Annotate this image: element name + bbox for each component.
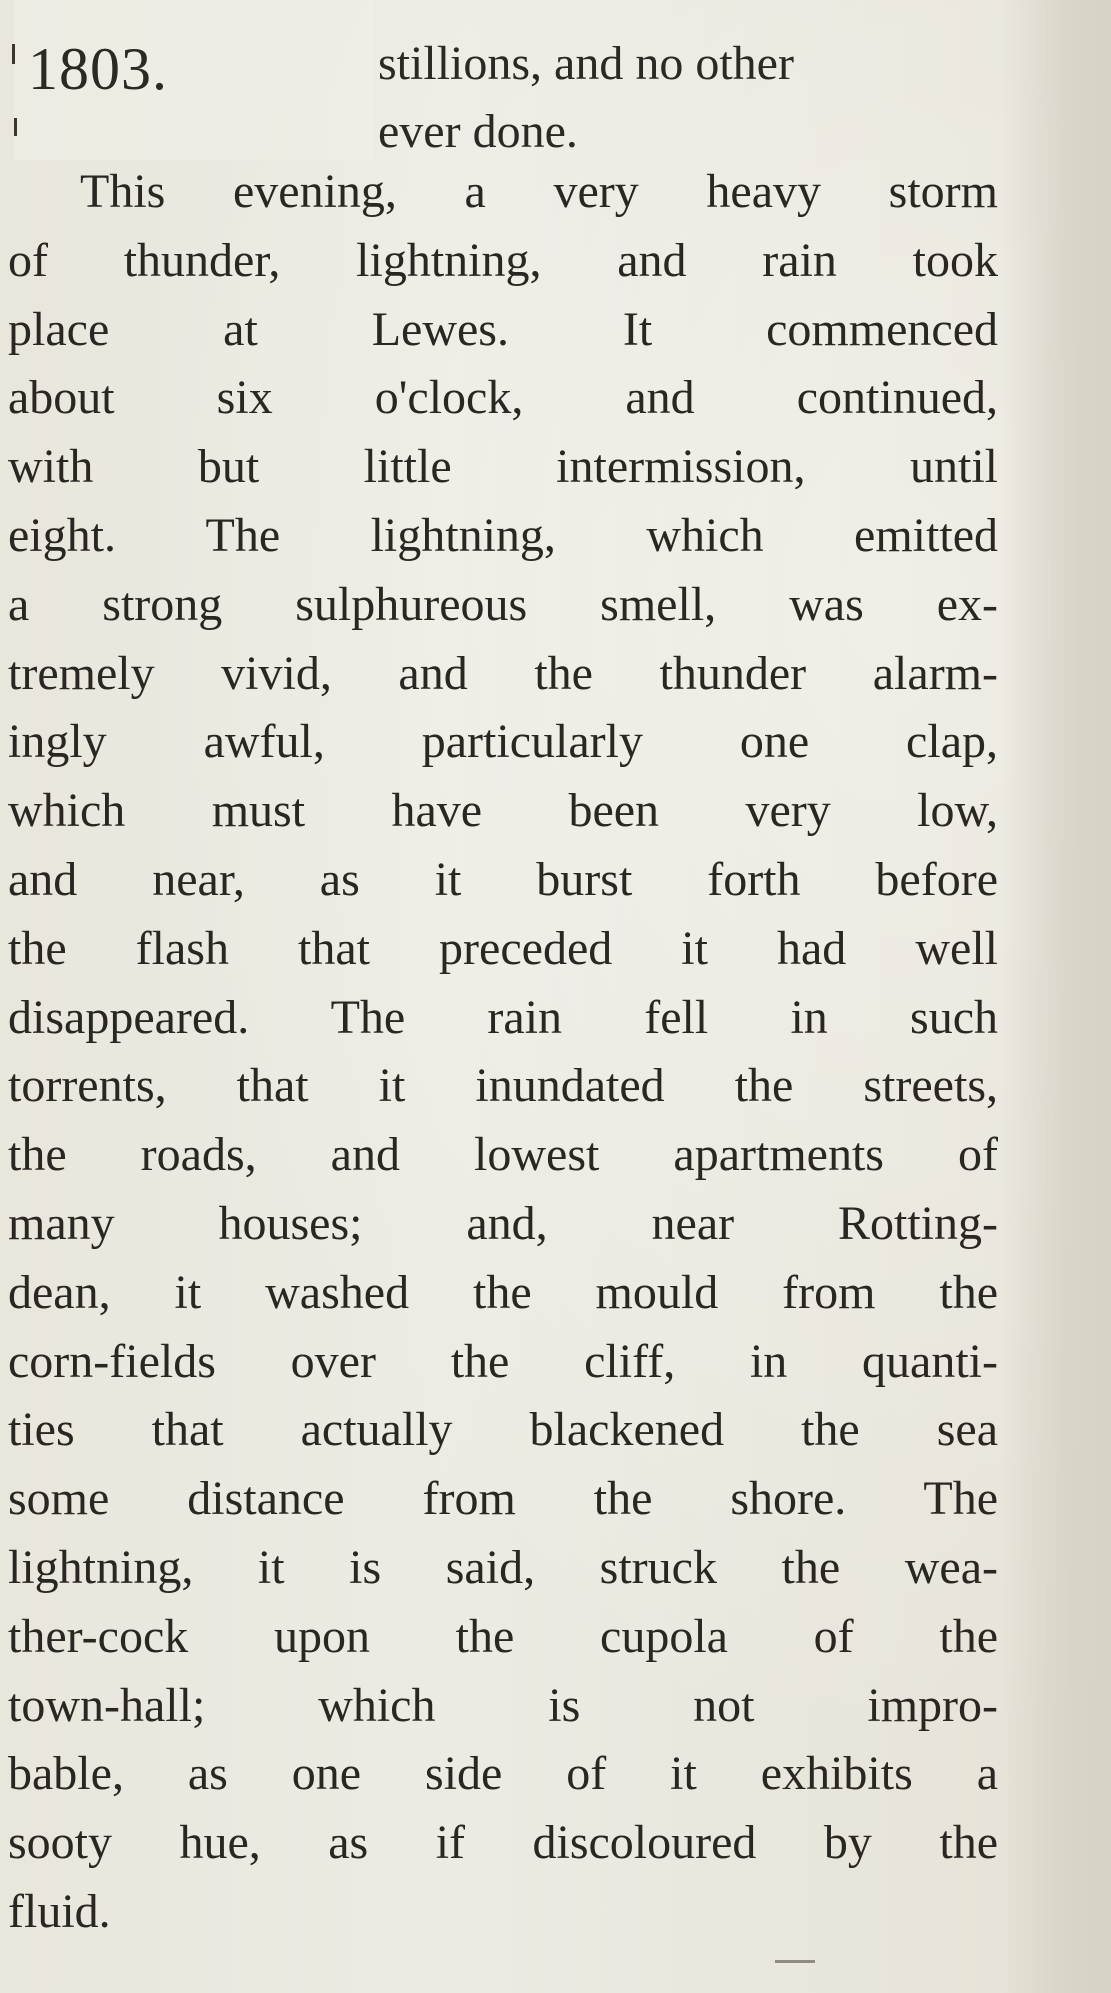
text-line: which must have been very low, — [8, 784, 998, 838]
text-line: many houses; and, near Rotting- — [8, 1196, 998, 1250]
text-line: of thunder, lightning, and rain took — [8, 233, 998, 287]
text-line: dean, it washed the mould from the — [8, 1265, 998, 1319]
footer-rule — [775, 1960, 815, 1963]
carryover-text — [378, 30, 1018, 166]
cropped-previous-line — [375, 0, 1015, 12]
carryover-line: stillions, and no other — [378, 37, 794, 90]
text-line: disappeared. The rain fell in such — [8, 990, 998, 1044]
text-line: eight. The lightning, which emitted — [8, 508, 998, 562]
text-line: ther-cock upon the cupola of the — [8, 1609, 998, 1663]
text-line: place at Lewes. It commenced — [8, 302, 998, 356]
text-line: bable, as one side of it exhibits a — [8, 1747, 998, 1801]
text-line: town-hall; which is not impro- — [8, 1678, 998, 1732]
text-line: a strong sulphureous smell, was ex- — [8, 577, 998, 631]
text-line: ties that actually blackened the sea — [8, 1403, 998, 1457]
text-line: fluid. — [8, 1884, 111, 1938]
margin-mark — [12, 44, 15, 64]
text-line: the flash that preceded it had well — [8, 921, 998, 975]
text-line: ingly awful, particularly one clap, — [8, 715, 998, 769]
text-line: This evening, a very heavy storm — [80, 165, 998, 218]
text-line: and near, as it burst forth before — [8, 852, 998, 906]
text-line: torrents, that it inundated the streets, — [8, 1059, 998, 1113]
text-line: sooty hue, as if discoloured by the — [8, 1816, 998, 1870]
margin-mark — [14, 118, 17, 136]
year-marker: 1803. — [28, 36, 168, 102]
text-line: with but little intermission, until — [8, 440, 998, 494]
page-edge-shadow — [1001, 0, 1111, 1993]
text-line: about six o'clock, and continued, — [8, 371, 998, 425]
text-line: some distance from the shore. The — [8, 1472, 998, 1526]
text-line: corn-fields over the cliff, in quanti- — [8, 1334, 998, 1388]
text-line: tremely vivid, and the thunder alarm- — [8, 646, 998, 700]
paragraph — [8, 158, 998, 1947]
text-line: the roads, and lowest apartments of — [8, 1128, 998, 1182]
text-line: lightning, it is said, struck the wea- — [8, 1540, 998, 1594]
carryover-line: ever done. — [378, 105, 578, 158]
